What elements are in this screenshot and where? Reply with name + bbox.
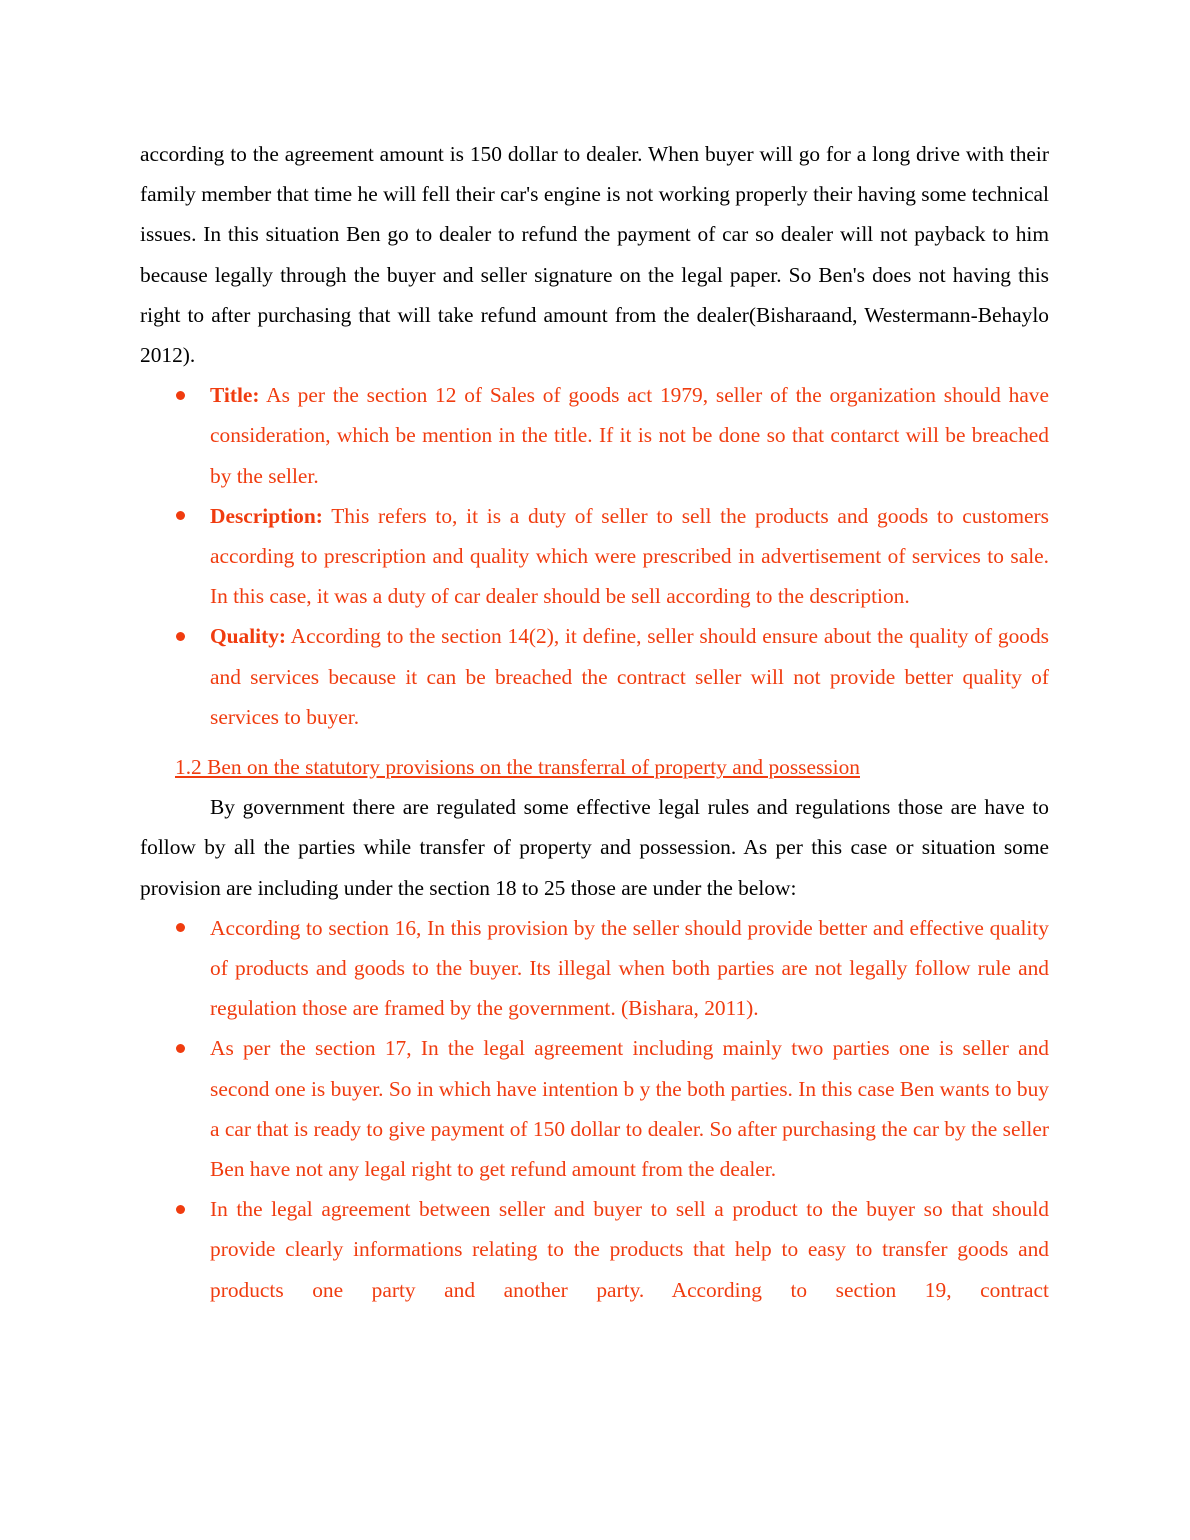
- provision-text: As per the section 17, In the legal agreement including mainly two parties one is seller and second one is buyer. So in which have intention b y the both parties. In this case Ben wants to buy a car that is ready to give payment of 150 dollar to dealer. So after purchasing the car by the seller Ben have not any legal right to get refund amount from the dealer.: [210, 1036, 1049, 1182]
- list-item: [140, 375, 1049, 496]
- bullet-icon: [175, 1189, 185, 1229]
- term-label: Title:: [210, 383, 260, 408]
- list-item: [140, 1189, 1049, 1310]
- term-text: As per the section 12 of Sales of goods act 1979, seller of the organization should have consideration, which be mention in the title. If it is not be done so that contarct will be breached by the seller.: [210, 383, 1049, 488]
- section-heading: 1.2 Ben on the statutory provisions on the transferral of property and possession: [175, 755, 860, 780]
- term-label: Quality:: [210, 624, 287, 649]
- provisions-list: [140, 908, 1049, 1310]
- implied-terms-list: [140, 375, 1049, 737]
- intro-paragraph: according to the agreement amount is 150 dollar to dealer. When buyer will go for a long drive with their family member that time he will fell their car's engine is not working properly their having some technical issues. In this situation Ben go to dealer to refund the payment of car so dealer will not payback to him because legally through the buyer and seller signature on the legal paper. So Ben's does not having this right to after purchasing that will take refund amount from the dealer(Bisharaand, Westermann-Behaylo 2012).: [140, 142, 1049, 368]
- bullet-icon: [175, 616, 185, 656]
- term-text: According to the section 14(2), it define, seller should ensure about the quality of goods and services because it can be breached the contract seller will not provide better quality of services to buyer.: [210, 624, 1049, 729]
- bullet-icon: [175, 496, 185, 536]
- list-item: [140, 908, 1049, 1029]
- list-item: [140, 496, 1049, 617]
- term-text: This refers to, it is a duty of seller to sell the products and goods to customers according to prescription and quality which were prescribed in advertisement of services to sale. In this case, it was a duty of car dealer should be sell according to the description.: [210, 503, 1049, 609]
- term-label: Description:: [210, 503, 323, 528]
- page-content: [140, 134, 1049, 1310]
- bullet-icon: [175, 375, 185, 415]
- section-paragraph: By government there are regulated some effective legal rules and regulations those are have to follow by all the parties while transfer of property and possession. As per this case or situation some provision are including under the section 18 to 25 those are under the below:: [140, 795, 1049, 900]
- bullet-icon: [175, 908, 185, 948]
- list-item: [140, 616, 1049, 737]
- provision-text: According to section 16, In this provision by the seller should provide better and effective quality of products and goods to the buyer. Its illegal when both parties are not legally follow rule and regulation those are framed by the government. (Bishara, 2011).: [210, 915, 1049, 1021]
- provision-text: In the legal agreement between seller and buyer to sell a product to the buyer so that should provide clearly informations relating to the products that help to easy to transfer goods and products one party and another party. According to section 19, contract: [210, 1197, 1049, 1302]
- list-item: [140, 1028, 1049, 1189]
- bullet-icon: [175, 1028, 185, 1068]
